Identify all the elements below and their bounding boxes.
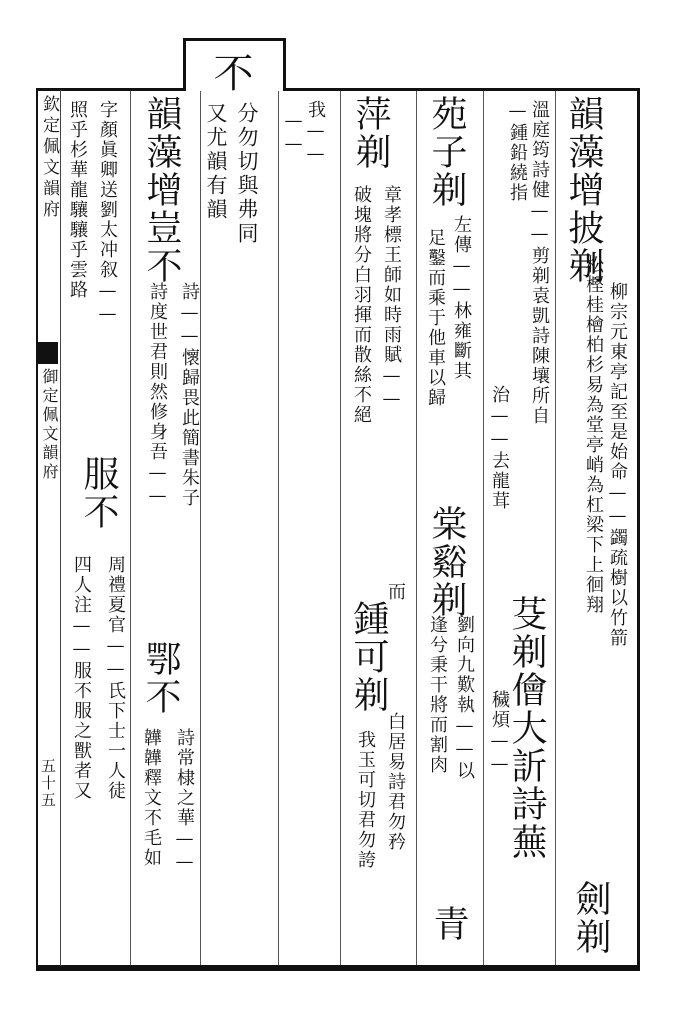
entry-note: 治——去龍茸: [489, 385, 510, 511]
entry-heading: 劍剃: [570, 880, 611, 956]
running-head-title: 欽定佩文韻府: [39, 95, 59, 221]
entry-note: 章孝標王師如時雨賦——: [381, 185, 402, 411]
entry-note: 破塊將分白羽揮而散絲不絕: [351, 185, 372, 425]
running-head-book: 御定佩文韻府: [40, 368, 59, 482]
entry-note: 逢兮秉干將而割肉: [427, 615, 448, 775]
column-divider: [130, 91, 131, 965]
entry-note: 劉向九歎執——以: [454, 615, 475, 781]
entry-note: 我——: [305, 100, 326, 166]
entry-heading: 棠谿剃: [426, 505, 467, 619]
frame-tab-left-rule: [183, 38, 186, 91]
entry-note: 韡韡釋文不毛如: [141, 728, 162, 868]
entry-heading: 芟剃儈大訢詩蕪: [506, 595, 547, 861]
entry-heading: 萍剃: [350, 95, 391, 171]
column-divider: [278, 91, 279, 965]
entry-heading: 苑子剃: [426, 95, 467, 209]
entry-note: 照乎杉華龍驤驤乎雲路: [67, 100, 88, 300]
entry-note: 字顏眞卿送劉太冲叙——: [97, 100, 118, 326]
spine-rule: [60, 90, 61, 966]
entry-note: —鍾鉛繞指: [507, 100, 528, 203]
page-number: 五十五: [39, 758, 57, 809]
entry-heading: 服不: [78, 455, 119, 531]
frame-bottom-rule: [36, 965, 640, 971]
reading-note: 又尤韻有韻: [204, 102, 228, 222]
entry-note: 周禮夏官——氏下士一人徒: [105, 555, 126, 801]
fishtail-mark: [38, 342, 58, 364]
rhyme-head-char: 不: [207, 52, 253, 92]
entry-note: 左傳——林雍斷其: [451, 215, 472, 381]
entry-note: ——: [283, 110, 304, 156]
entry-heading: 鍾可剃: [348, 600, 389, 714]
entry-note: 四人注——服不服之獸者又: [71, 555, 92, 801]
frame-top-right-rule: [283, 88, 640, 91]
entry-heading: 鄂不: [140, 640, 181, 716]
reading-note: 分勿切與弗同: [235, 102, 259, 246]
frame-right-rule: [637, 88, 640, 968]
column-divider: [416, 91, 417, 965]
column-divider: [200, 91, 201, 965]
frame-left-rule: [36, 88, 38, 968]
entry-note: 足鑿而乘于他車以歸: [425, 228, 446, 408]
entry-note: 溫庭筠詩健——剪剃袁凱詩陳壤所自: [529, 100, 550, 426]
entry-heading: 韻藻增豈不: [141, 95, 182, 285]
entry-heading: 韻藻增披剃: [563, 95, 604, 285]
column-divider: [340, 91, 341, 965]
frame-top-left-rule: [36, 88, 186, 91]
entry-note: 穢煩——: [489, 690, 510, 776]
entry-note: 白居易詩君勿矜: [385, 712, 406, 852]
entry-note: 詩——懷歸畏此簡書朱子: [179, 282, 200, 508]
entry-note: 柳宗元東亭記至是始命——蠲疏樹以竹箭: [607, 282, 628, 648]
entry-note: 我玉可切君勿誇: [355, 730, 376, 870]
frame-tab-top-rule: [183, 38, 286, 41]
frame-tab-right-rule: [283, 38, 286, 91]
entry-heading: 青: [428, 905, 469, 943]
entry-note: 詩常棣之華——: [174, 728, 195, 874]
column-divider: [555, 91, 556, 965]
entry-note: 詩度世君則然修身吾——: [147, 282, 168, 508]
entry-note: 松樫桂檜柏杉易為堂亭峭為杠梁下上徊翔: [583, 255, 604, 615]
column-divider: [483, 91, 484, 965]
entry-note: 而: [385, 582, 406, 602]
